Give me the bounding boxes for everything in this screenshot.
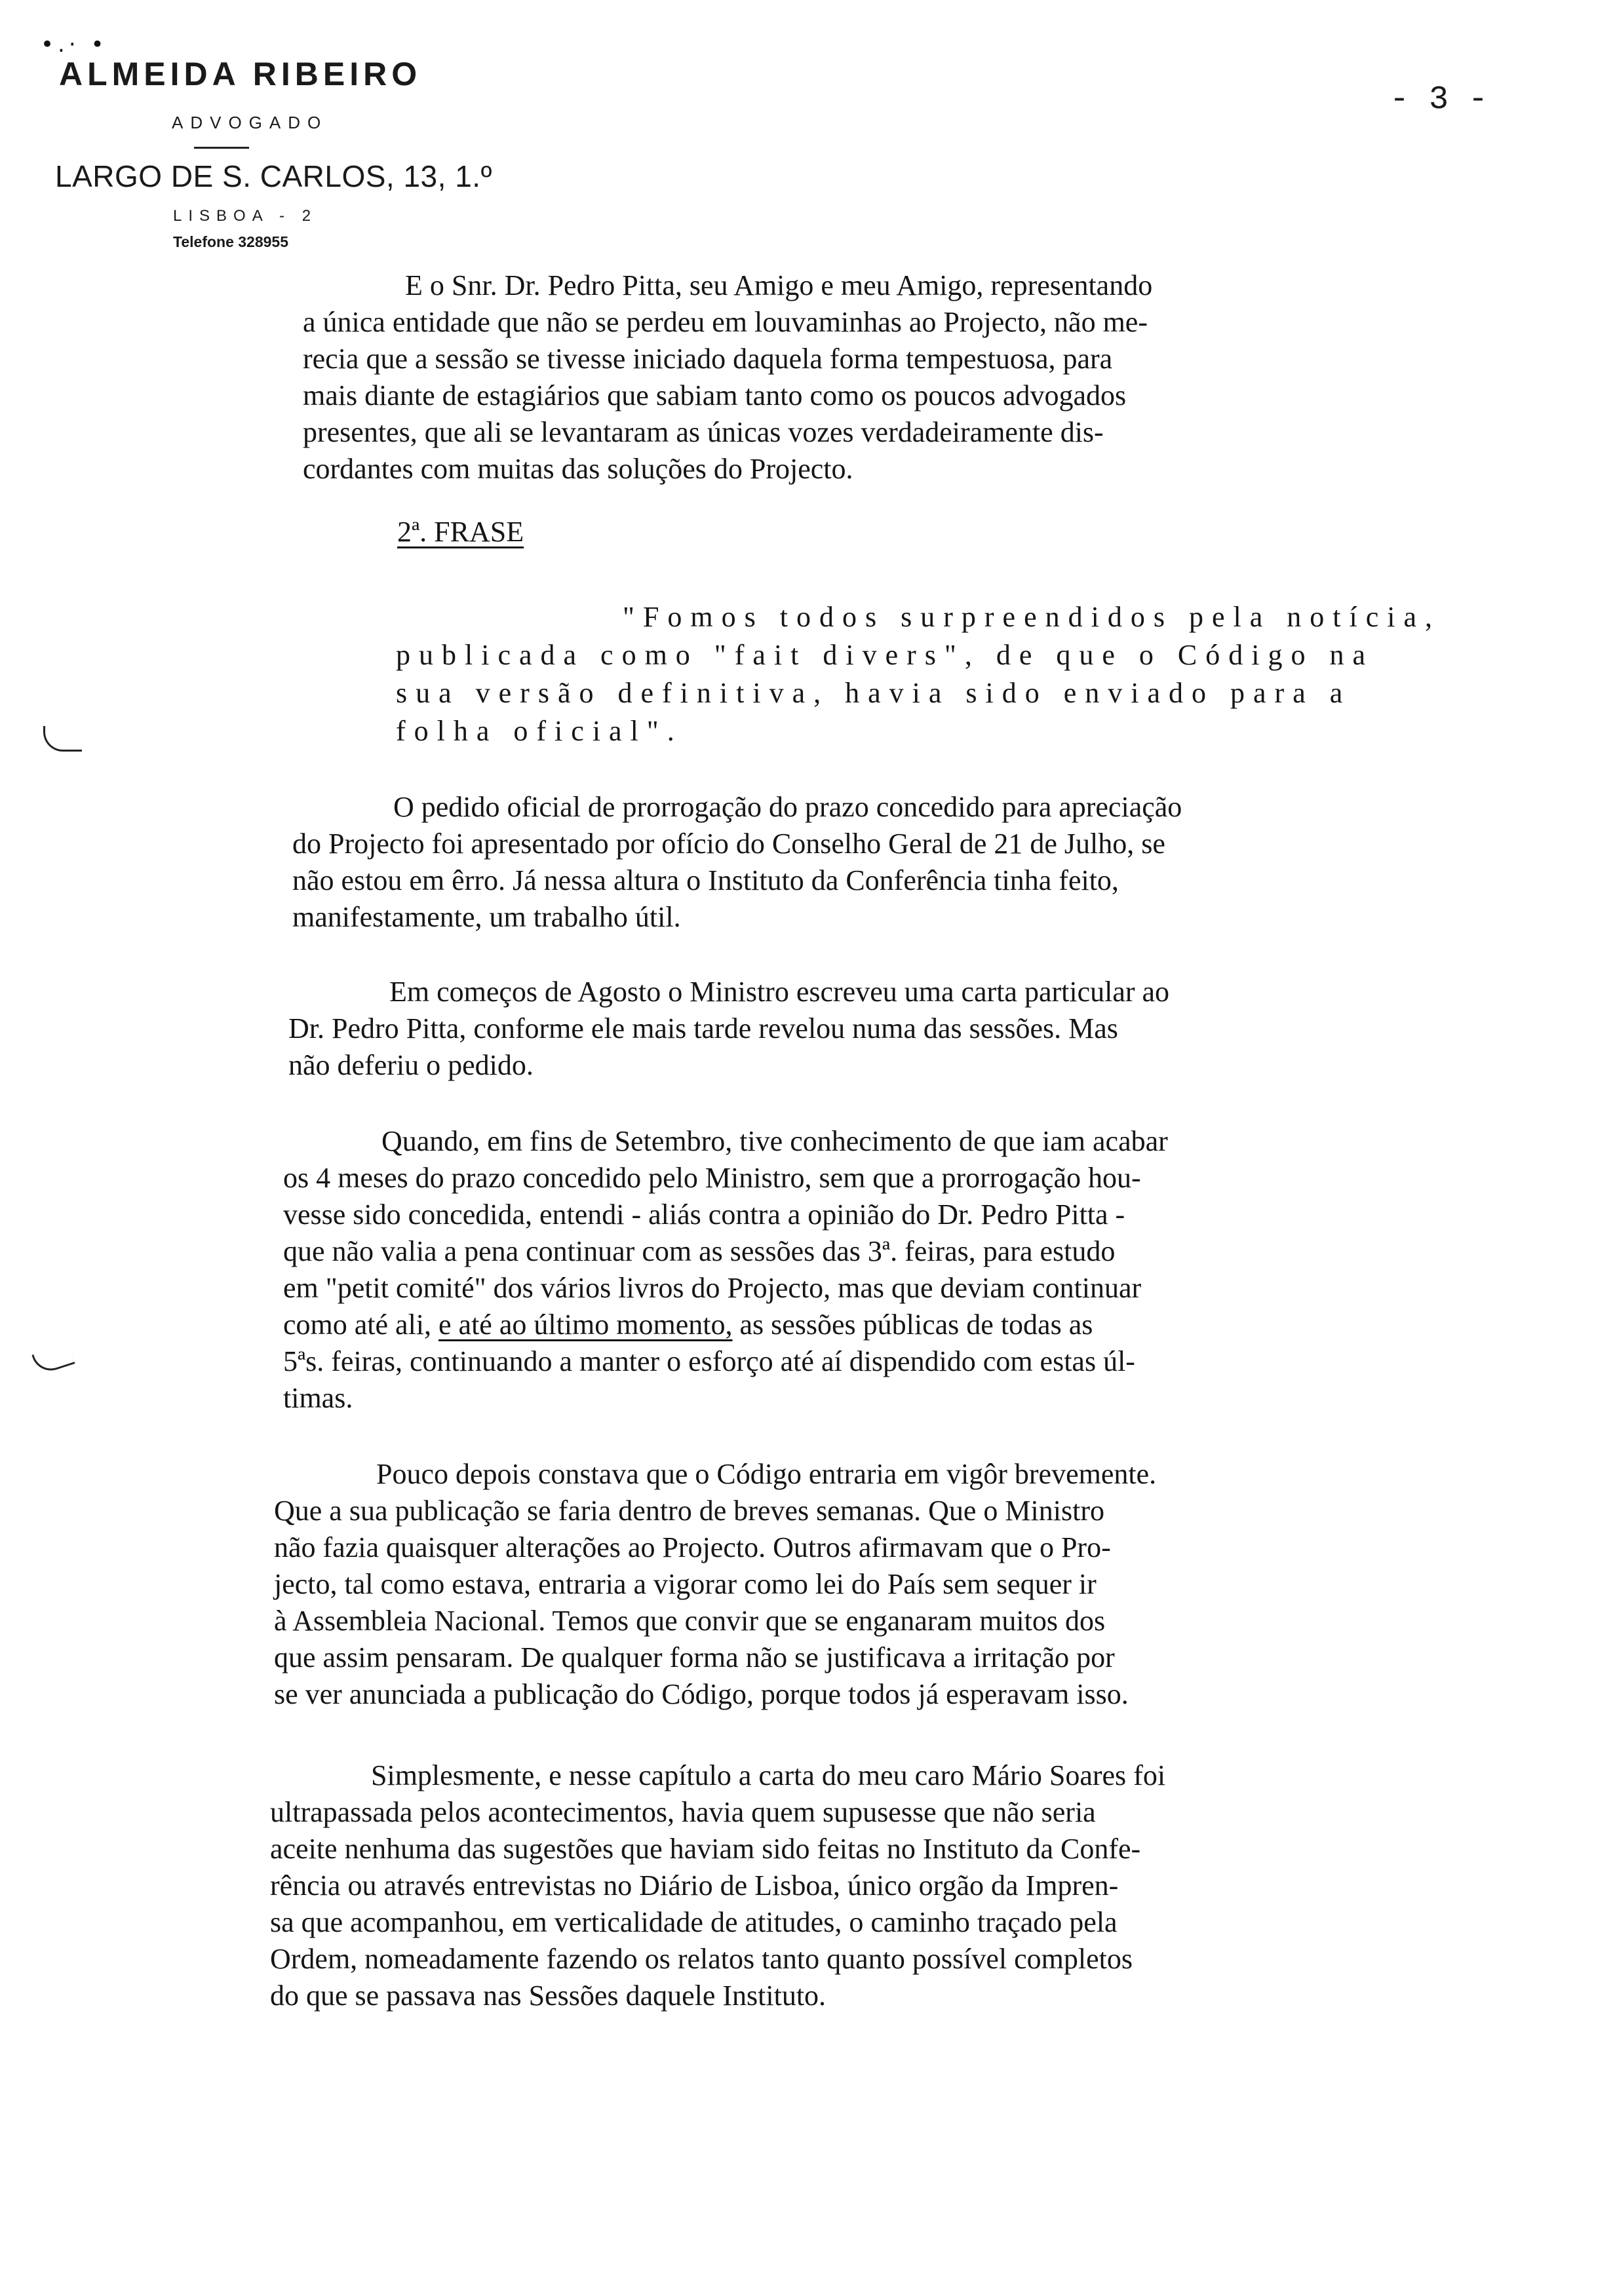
body-line: que assim pensaram. De qualquer forma não se justificava a irritação por xyxy=(274,1641,1115,1674)
quote-line: sua versão definitiva, havia sido enviado para a xyxy=(396,677,1352,709)
body-line: Quando, em fins de Setembro, tive conhecimento de que iam acabar xyxy=(381,1125,1168,1157)
quote-line: publicada como "fait divers", de que o Código na xyxy=(396,639,1374,671)
body-line: rência ou através entrevistas no Diário de Lisboa, único orgão da Impren- xyxy=(270,1869,1119,1902)
section-heading: 2ª. FRASE xyxy=(397,516,524,548)
body-line: do que se passava nas Sessões daquele Instituto. xyxy=(270,1980,827,2012)
body-line: não deferiu o pedido. xyxy=(288,1049,534,1081)
body-line: não estou em êrro. Já nessa altura o Instituto da Conferência tinha feito, xyxy=(292,864,1119,896)
lawyer-name: ALMEIDA RIBEIRO xyxy=(59,56,422,92)
body-line: presentes, que ali se levantaram as únicas vozes verdadeiramente dis- xyxy=(303,416,1104,448)
body-line: em "petit comité" dos vários livros do Projecto, mas que deviam continuar xyxy=(283,1272,1142,1304)
body-line: Dr. Pedro Pitta, conforme ele mais tarde revelou numa das sessões. Mas xyxy=(288,1012,1118,1044)
body-line-part: as sessões públicas de todas as xyxy=(732,1309,1093,1341)
quote-line: folha oficial". xyxy=(396,715,683,747)
letterhead-city: LISBOA - 2 xyxy=(173,207,318,225)
body-line: Em começos de Agosto o Ministro escreveu uma carta particular ao xyxy=(389,976,1170,1008)
body-line: a única entidade que não se perdeu em louvaminhas ao Projecto, não me- xyxy=(303,306,1148,338)
letterhead-ornament: •.· • xyxy=(41,31,108,58)
underlined-emphasis: e até ao último momento, xyxy=(438,1309,733,1341)
body-line: do Projecto foi apresentado por ofício do Conselho Geral de 21 de Julho, se xyxy=(292,828,1165,860)
body-line: timas. xyxy=(283,1382,353,1414)
lawyer-title: ADVOGADO xyxy=(172,113,328,132)
body-line: cordantes com muitas das soluções do Projecto. xyxy=(303,453,853,485)
body-line-part: como até ali, xyxy=(283,1309,439,1341)
body-line: sa que acompanhou, em verticalidade de atitudes, o caminho traçado pela xyxy=(270,1906,1118,1938)
body-line: Que a sua publicação se faria dentro de breves semanas. Que o Ministro xyxy=(274,1495,1104,1527)
quote-line: "Fomos todos surpreendidos pela notícia, xyxy=(623,601,1441,633)
body-line: os 4 meses do prazo concedido pelo Ministro, sem que a prorrogação hou- xyxy=(283,1162,1141,1194)
body-line: se ver anunciada a publicação do Código, porque todos já esperavam isso. xyxy=(274,1678,1129,1710)
body-line: Simplesmente, e nesse capítulo a carta do meu caro Mário Soares foi xyxy=(371,1759,1166,1791)
body-line: à Assembleia Nacional. Temos que convir que se enganaram muitos dos xyxy=(274,1605,1106,1637)
body-line: jecto, tal como estava, entraria a vigorar como lei do País sem sequer ir xyxy=(274,1568,1097,1600)
body-line: aceite nenhuma das sugestões que haviam sido feitas no Instituto da Confe- xyxy=(270,1833,1141,1865)
body-line: E o Snr. Dr. Pedro Pitta, seu Amigo e meu Amigo, representando xyxy=(405,269,1153,301)
body-line: Ordem, nomeadamente fazendo os relatos tanto quanto possível completos xyxy=(270,1943,1133,1975)
body-line: O pedido oficial de prorrogação do prazo concedido para apreciação xyxy=(393,791,1182,823)
body-line: mais diante de estagiários que sabiam tanto como os poucos advogados xyxy=(303,379,1127,411)
body-line: manifestamente, um trabalho útil. xyxy=(292,901,681,933)
page-number: - 3 - xyxy=(1390,81,1489,119)
body-line: que não valia a pena continuar com as sessões das 3ª. feiras, para estudo xyxy=(283,1235,1116,1267)
body-line: não fazia quaisquer alterações ao Projecto. Outros afirmavam que o Pro- xyxy=(274,1531,1111,1563)
body-line: Pouco depois constava que o Código entraria em vigôr brevemente. xyxy=(376,1458,1157,1490)
body-line: vesse sido concedida, entendi - aliás contra a opinião do Dr. Pedro Pitta - xyxy=(283,1198,1125,1231)
letterhead-phone: Telefone 328955 xyxy=(173,233,289,250)
letterhead-address: LARGO DE S. CARLOS, 13, 1.º xyxy=(55,159,492,193)
body-line xyxy=(283,1311,1093,1339)
body-line: recia que a sessão se tivesse iniciado daquela forma tempestuosa, para xyxy=(303,343,1113,375)
body-line: ultrapassada pelos acontecimentos, havia quem supusesse que não seria xyxy=(270,1796,1096,1828)
body-line: 5ªs. feiras, continuando a manter o esforço até aí dispendido com estas úl- xyxy=(283,1345,1135,1377)
